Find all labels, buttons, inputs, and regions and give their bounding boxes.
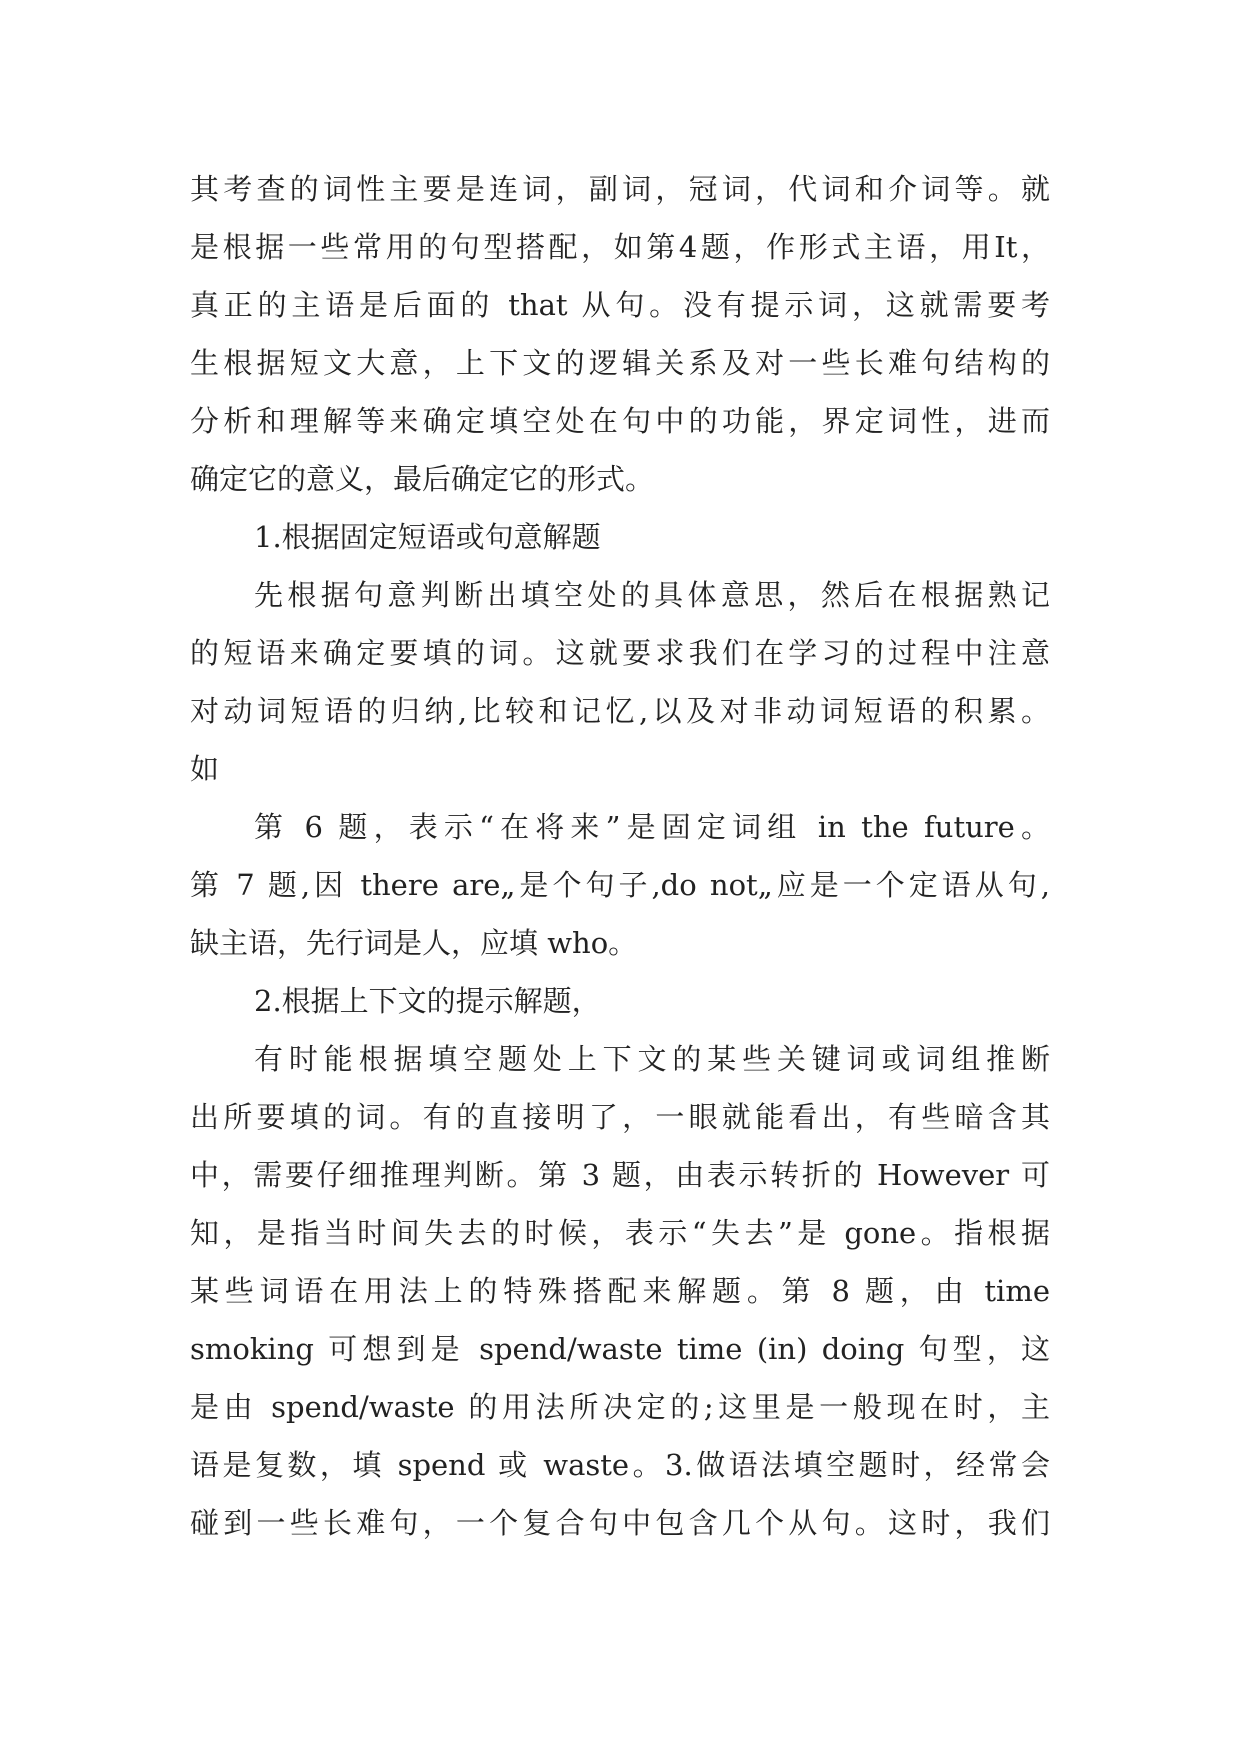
text-line: 是由 spend/waste 的用法所决定的;这里是一般现在时，主 (190, 1390, 1050, 1424)
text-line: 第 6 题，表示“在将来”是固定词组 in the future。 (254, 810, 1050, 844)
text-line: 其考查的词性主要是连词，副词，冠词，代词和介词等。就 (190, 172, 1050, 206)
text-line: 缺主语，先行词是人，应填 who。 (190, 926, 638, 960)
text-line: 确定它的意义，最后确定它的形式。 (190, 462, 655, 496)
text-line: 是根据一些常用的句型搭配，如第4题，作形式主语，用It， (190, 230, 1050, 264)
text-line: 知，是指当时间失去的时候，表示“失去”是 gone。指根据 (190, 1216, 1050, 1250)
text-line: 分析和理解等来确定填空处在句中的功能，界定词性，进而 (190, 404, 1050, 438)
text-line: 有时能根据填空题处上下文的某些关键词或词组推断 (254, 1042, 1050, 1076)
text-line: 先根据句意判断出填空处的具体意思，然后在根据熟记 (254, 578, 1050, 612)
text-line: 对动词短语的归纳,比较和记忆,以及对非动词短语的积累。 (190, 694, 1050, 728)
text-line: 某些词语在用法上的特殊搭配来解题。第 8 题，由 time (190, 1274, 1050, 1308)
text-line: 中，需要仔细推理判断。第 3 题，由表示转折的 However 可 (190, 1158, 1050, 1192)
text-line: 生根据短文大意，上下文的逻辑关系及对一些长难句结构的 (190, 346, 1050, 380)
text-line: 第 7 题,因 there are„是个句子,do not„应是一个定语从句, (190, 868, 1050, 902)
text-line: 碰到一些长难句，一个复合句中包含几个从句。这时，我们 (190, 1506, 1050, 1540)
text-line: smoking 可想到是 spend/waste time (in) doing 句型，这 (190, 1332, 1050, 1366)
article-body (190, 160, 1050, 1552)
text-line: 如 (190, 752, 220, 786)
text-line: 语是复数，填 spend 或 waste。3.做语法填空题时，经常会 (190, 1448, 1050, 1482)
text-line: 的短语来确定要填的词。这就要求我们在学习的过程中注意 (190, 636, 1050, 670)
section-heading: 2.根据上下文的提示解题， (254, 984, 601, 1018)
text-line: 出所要填的词。有的直接明了，一眼就能看出，有些暗含其 (190, 1100, 1050, 1134)
section-heading: 1.根据固定短语或句意解题 (254, 520, 601, 554)
text-line: 真正的主语是后面的 that 从句。没有提示词，这就需要考 (190, 288, 1050, 322)
